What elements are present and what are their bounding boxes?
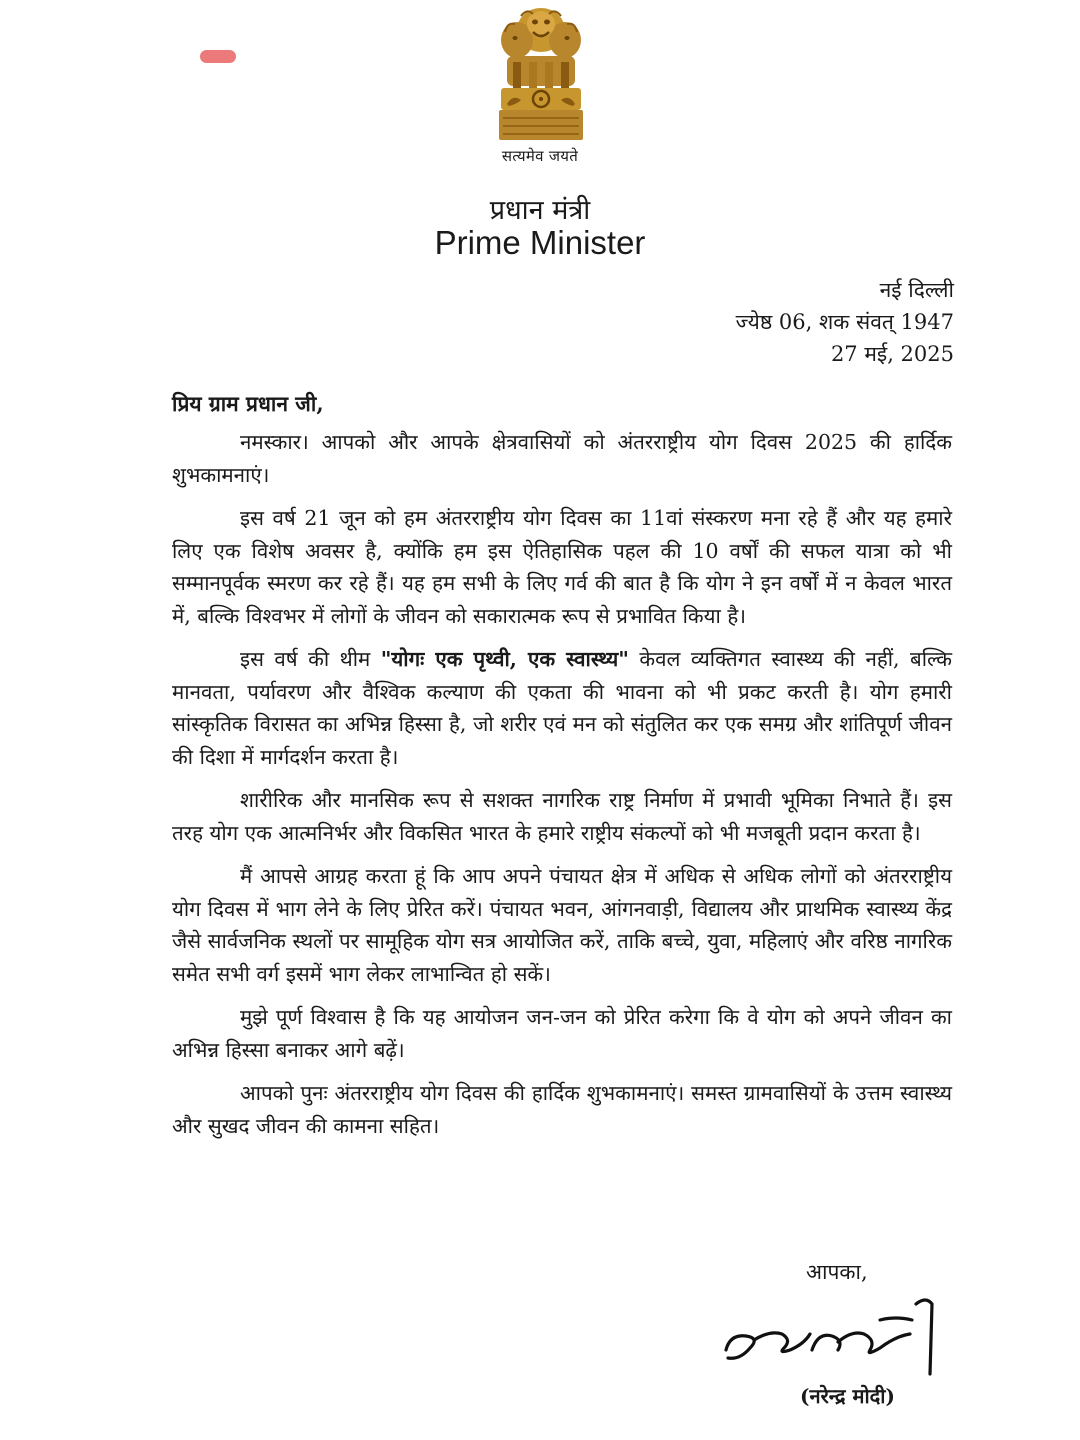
theme-text: "योगः एक पृथ्वी, एक स्वास्थ्य" <box>380 647 629 671</box>
place: नई दिल्ली <box>879 278 954 302</box>
paragraph-4: शारीरिक और मानसिक रूप से सशक्त नागरिक राष्ट्र निर्माण में प्रभावी भूमिका निभाते हैं। इस तरह योग एक आत्मनिर्भर और विकसित भारत के हमारे राष्ट्रीय संकल्पों को भी मजबूती प्रदान करता है। <box>172 788 952 845</box>
paragraph-3 <box>172 643 952 773</box>
red-mark <box>200 50 236 63</box>
signature-icon <box>720 1290 952 1382</box>
p3-after: केवल व्यक्तिगत स्वास्थ्य की नहीं, बल्कि मानवता, पर्यावरण और वैश्विक कल्याण की एकता की भावना को भी प्रकट करती है। योग हमारी सांस्कृतिक विरासत का अभिन्न हिस्सा है, जो शरीर एवं मन को संतुलित कर एक समग्र और शांतिपूर्ण जीवन की दिशा में मार्गदर्शन करता है। <box>172 647 952 769</box>
title-hindi: प्रधान मंत्री <box>489 195 591 226</box>
paragraph-2: इस वर्ष 21 जून को हम अंतरराष्ट्रीय योग दिवस का 11वां संस्करण मना रहे हैं और यह हमारे लिए एक विशेष अवसर है, क्योंकि हम इस ऐतिहासिक पहल की 10 वर्षों की सफल यात्रा को भी सम्मानपूर्वक स्मरण कर रहे हैं। यह हम सभी के लिए गर्व की बात है कि योग ने इन वर्षों में न केवल भारत में, बल्कि विश्वभर में लोगों के जीवन को सकारात्मक रूप से प्रभावित किया है। <box>172 506 952 628</box>
title-english: Prime Minister <box>434 224 646 261</box>
paragraph-6: मुझे पूर्ण विश्वास है कि यह आयोजन जन-जन को प्रेरित करेगा कि वे योग को अपने जीवन का अभिन्न हिस्सा बनाकर आगे बढ़ें। <box>172 1005 952 1062</box>
motto-text: सत्यमेव जयते <box>501 147 579 165</box>
paragraph-5: मैं आपसे आग्रह करता हूं कि आप अपने पंचायत क्षेत्र में अधिक से अधिक लोगों को अंतरराष्ट्रीय योग दिवस में भाग लेने के लिए प्रेरित करें। पंचायत भवन, आंगनवाड़ी, विद्यालय और प्राथमिक स्वास्थ्य केंद्र जैसे सार्वजनिक स्थलों पर सामूहिक योग सत्र आयोजित करें, ताकि बच्चे, युवा, महिलाएं और वरिष्ठ नागरिक समेत सभी वर्ग इसमें भाग लेकर लाभान्वित हो सकें। <box>172 864 952 986</box>
national-emblem-icon <box>493 0 589 150</box>
paragraph-7: आपको पुनः अंतरराष्ट्रीय योग दिवस की हार्दिक शुभकामनाएं। समस्त ग्रामवासियों के उत्तम स्वास्थ्य और सुखद जीवन की कामना सहित। <box>172 1081 952 1138</box>
dateline <box>736 274 954 370</box>
saka-date: ज्येष्ठ 06, शक संवत् 1947 <box>735 310 954 334</box>
closing: आपका, <box>806 1260 868 1284</box>
signatory-name: (नरेन्द्र मोदी) <box>800 1384 895 1408</box>
salutation: प्रिय ग्राम प्रधान जी, <box>172 391 324 416</box>
paragraph-1: नमस्कार। आपको और आपके क्षेत्रवासियों को अंतरराष्ट्रीय योग दिवस 2025 की हार्दिक शुभकामनाएं। <box>172 430 952 487</box>
gregorian-date: 27 मई, 2025 <box>830 342 954 366</box>
p3-before: इस वर्ष की थीम <box>240 647 381 671</box>
letter-body <box>172 426 952 1153</box>
